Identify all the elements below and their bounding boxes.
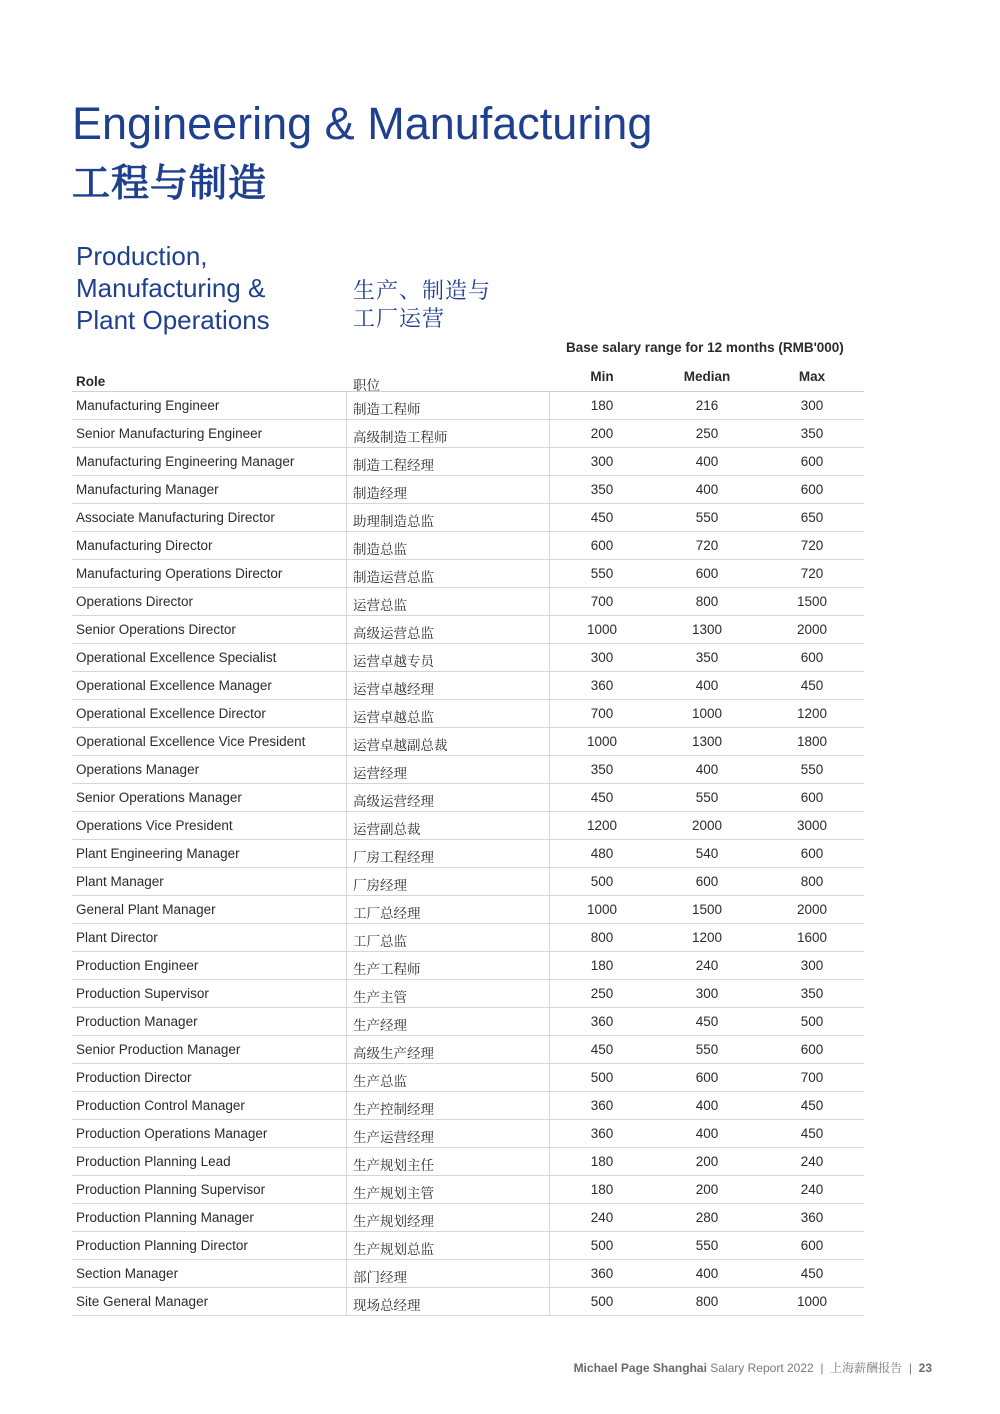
max-cell: 650 xyxy=(800,510,824,525)
median-cell: 800 xyxy=(695,1294,719,1309)
table-body xyxy=(72,392,864,1316)
min-cell: 360 xyxy=(590,1266,614,1281)
role-cell: Plant Manager xyxy=(76,874,164,889)
median-cell: 550 xyxy=(695,1238,719,1253)
table-row xyxy=(72,588,864,616)
role-cn-cell: 厂房工程经理 xyxy=(353,850,434,865)
min-cell: 700 xyxy=(590,706,614,721)
role-cell: Site General Manager xyxy=(76,1294,209,1309)
median-cell: 400 xyxy=(695,482,719,497)
max-column-header: Max xyxy=(798,369,826,384)
role-cn-cell: 制造经理 xyxy=(353,486,407,501)
max-cell: 450 xyxy=(800,1098,824,1113)
max-cell: 300 xyxy=(800,398,824,413)
role-cn-cell: 现场总经理 xyxy=(353,1298,421,1313)
role-cell: Operational Excellence Manager xyxy=(76,678,272,693)
role-cell: Production Planning Lead xyxy=(76,1154,231,1169)
role-cn-cell: 运营经理 xyxy=(353,766,407,781)
footer-report-cn: 上海薪酬报告 xyxy=(830,1361,903,1375)
role-cn-cell: 高级制造工程师 xyxy=(353,430,448,445)
min-cell: 500 xyxy=(590,1294,614,1309)
page-title: Engineering & Manufacturing xyxy=(72,98,653,149)
median-cell: 2000 xyxy=(691,818,723,833)
max-cell: 600 xyxy=(800,454,824,469)
role-cell: Production Operations Manager xyxy=(76,1126,268,1141)
max-cell: 450 xyxy=(800,678,824,693)
role-cn-cell: 生产控制经理 xyxy=(353,1102,434,1117)
min-cell: 300 xyxy=(590,454,614,469)
role-cn-cell: 生产规划总监 xyxy=(353,1242,434,1257)
footer-separator: | xyxy=(820,1361,824,1375)
role-cell: Senior Operations Director xyxy=(76,622,236,637)
table-row xyxy=(72,672,864,700)
table-row xyxy=(72,1092,864,1120)
salary-table xyxy=(72,364,864,1316)
min-cell: 500 xyxy=(590,874,614,889)
table-row xyxy=(72,1036,864,1064)
role-cn-cell: 运营卓越经理 xyxy=(353,682,434,697)
table-row xyxy=(72,868,864,896)
table-row xyxy=(72,1260,864,1288)
min-cell: 250 xyxy=(590,986,614,1001)
table-row xyxy=(72,728,864,756)
median-cell: 1300 xyxy=(691,622,723,637)
median-cell: 600 xyxy=(695,566,719,581)
median-cell: 720 xyxy=(695,538,719,553)
max-cell: 600 xyxy=(800,790,824,805)
median-cell: 550 xyxy=(695,1042,719,1057)
min-cell: 1000 xyxy=(586,622,618,637)
role-cell: Operations Vice President xyxy=(76,818,233,833)
role-cell: Production Planning Manager xyxy=(76,1210,254,1225)
median-cell: 1500 xyxy=(691,902,723,917)
table-row xyxy=(72,1148,864,1176)
table-row xyxy=(72,952,864,980)
min-cell: 450 xyxy=(590,790,614,805)
role-cell: Operational Excellence Director xyxy=(76,706,266,721)
min-cell: 480 xyxy=(590,846,614,861)
max-cell: 3000 xyxy=(796,818,828,833)
max-cell: 1000 xyxy=(796,1294,828,1309)
median-cell: 300 xyxy=(695,986,719,1001)
median-cell: 350 xyxy=(695,650,719,665)
median-cell: 400 xyxy=(695,1126,719,1141)
max-cell: 300 xyxy=(800,958,824,973)
role-cell: Production Control Manager xyxy=(76,1098,245,1113)
min-cell: 180 xyxy=(590,1154,614,1169)
role-cell: Plant Engineering Manager xyxy=(76,846,240,861)
min-cell: 200 xyxy=(590,426,614,441)
role-cn-cell: 运营副总裁 xyxy=(353,822,421,837)
max-cell: 600 xyxy=(800,482,824,497)
table-row xyxy=(72,1008,864,1036)
min-cell: 180 xyxy=(590,958,614,973)
table-row xyxy=(72,1288,864,1316)
max-cell: 240 xyxy=(800,1154,824,1169)
max-cell: 720 xyxy=(800,566,824,581)
min-cell: 500 xyxy=(590,1070,614,1085)
median-cell: 400 xyxy=(695,1098,719,1113)
median-cell: 1200 xyxy=(691,930,723,945)
section-title-chinese-line: 生产、制造与 xyxy=(353,278,492,303)
section-title-line: Manufacturing & xyxy=(76,273,266,303)
table-row xyxy=(72,644,864,672)
median-cell: 600 xyxy=(695,874,719,889)
median-cell: 250 xyxy=(695,426,719,441)
median-cell: 280 xyxy=(695,1210,719,1225)
role-cn-cell: 制造工程师 xyxy=(353,402,421,417)
table-row xyxy=(72,756,864,784)
role-column-header: Role xyxy=(76,374,106,389)
role-cn-cell: 工厂总监 xyxy=(353,934,407,949)
role-cn-cell: 生产规划主管 xyxy=(353,1186,434,1201)
median-cell: 400 xyxy=(695,678,719,693)
role-cn-cell: 生产总监 xyxy=(353,1074,407,1089)
min-cell: 360 xyxy=(590,1098,614,1113)
min-cell: 450 xyxy=(590,1042,614,1057)
min-cell: 800 xyxy=(590,930,614,945)
table-row xyxy=(72,980,864,1008)
role-cn-cell: 运营卓越总监 xyxy=(353,710,434,725)
min-cell: 1000 xyxy=(586,902,618,917)
role-cn-cell: 助理制造总监 xyxy=(353,514,434,529)
max-cell: 720 xyxy=(800,538,824,553)
table-row xyxy=(72,476,864,504)
min-cell: 360 xyxy=(590,678,614,693)
role-cell: Production Planning Director xyxy=(76,1238,248,1253)
role-cell: Operational Excellence Specialist xyxy=(76,650,277,665)
role-cn-cell: 部门经理 xyxy=(353,1270,407,1285)
max-cell: 360 xyxy=(800,1210,824,1225)
role-cn-cell: 工厂总经理 xyxy=(353,906,421,921)
table-row xyxy=(72,840,864,868)
max-cell: 350 xyxy=(800,986,824,1001)
min-cell: 700 xyxy=(590,594,614,609)
max-cell: 240 xyxy=(800,1182,824,1197)
max-cell: 600 xyxy=(800,650,824,665)
max-cell: 800 xyxy=(800,874,824,889)
role-cell: Production Supervisor xyxy=(76,986,209,1001)
role-cell: Operations Manager xyxy=(76,762,200,777)
min-cell: 350 xyxy=(590,762,614,777)
section-title-chinese-line: 工厂运营 xyxy=(353,306,446,331)
min-cell: 1000 xyxy=(586,734,618,749)
max-cell: 1500 xyxy=(796,594,828,609)
median-cell: 1000 xyxy=(691,706,723,721)
role-cn-cell: 制造总监 xyxy=(353,542,407,557)
max-cell: 450 xyxy=(800,1266,824,1281)
role-cell: Operations Director xyxy=(76,594,194,609)
table-row xyxy=(72,560,864,588)
role-cell: Plant Director xyxy=(76,930,158,945)
min-cell: 600 xyxy=(590,538,614,553)
median-cell: 1300 xyxy=(691,734,723,749)
role-cn-cell: 运营卓越专员 xyxy=(353,654,434,669)
table-row xyxy=(72,532,864,560)
section-title-line: Plant Operations xyxy=(76,305,270,335)
footer-separator: | xyxy=(908,1361,912,1375)
role-cn-cell: 生产规划主任 xyxy=(353,1158,434,1173)
role-cn-cell: 厂房经理 xyxy=(353,878,407,893)
table-row xyxy=(72,392,864,420)
role-cn-cell: 生产规划经理 xyxy=(353,1214,434,1229)
role-cell: Manufacturing Manager xyxy=(76,482,219,497)
median-cell: 400 xyxy=(695,454,719,469)
page-number: 23 xyxy=(918,1361,932,1375)
table-row xyxy=(72,896,864,924)
role-cn-cell: 制造运营总监 xyxy=(353,570,434,585)
median-cell: 540 xyxy=(695,846,719,861)
min-column-header: Min xyxy=(590,369,614,384)
median-cell: 200 xyxy=(695,1182,719,1197)
role-cn-cell: 生产主管 xyxy=(353,990,407,1005)
table-row xyxy=(72,448,864,476)
table-row xyxy=(72,784,864,812)
salary-range-caption: Base salary range for 12 months (RMB'000) xyxy=(566,340,844,355)
role-cell: Manufacturing Engineering Manager xyxy=(76,454,295,469)
min-cell: 360 xyxy=(590,1126,614,1141)
role-cell: Production Engineer xyxy=(76,958,199,973)
min-cell: 450 xyxy=(590,510,614,525)
min-cell: 500 xyxy=(590,1238,614,1253)
table-row xyxy=(72,700,864,728)
role-cn-cell: 运营总监 xyxy=(353,598,407,613)
median-cell: 550 xyxy=(695,790,719,805)
median-cell: 600 xyxy=(695,1070,719,1085)
role-cell: Manufacturing Director xyxy=(76,538,213,553)
table-row xyxy=(72,1232,864,1260)
table-row xyxy=(72,812,864,840)
max-cell: 550 xyxy=(800,762,824,777)
role-cn-cell: 制造工程经理 xyxy=(353,458,434,473)
table-row xyxy=(72,924,864,952)
table-row xyxy=(72,1176,864,1204)
max-cell: 700 xyxy=(800,1070,824,1085)
min-cell: 180 xyxy=(590,398,614,413)
median-cell: 240 xyxy=(695,958,719,973)
table-row xyxy=(72,504,864,532)
role-cell: Section Manager xyxy=(76,1266,179,1281)
page-footer xyxy=(574,1359,932,1376)
role-cn-cell: 生产工程师 xyxy=(353,962,421,977)
max-cell: 1200 xyxy=(796,706,828,721)
median-cell: 800 xyxy=(695,594,719,609)
section-title-chinese xyxy=(353,277,491,333)
median-cell: 450 xyxy=(695,1014,719,1029)
max-cell: 600 xyxy=(800,846,824,861)
max-cell: 500 xyxy=(800,1014,824,1029)
role-cn-cell: 高级运营总监 xyxy=(353,626,434,641)
min-cell: 180 xyxy=(590,1182,614,1197)
role-cell: Manufacturing Engineer xyxy=(76,398,220,413)
footer-report: Salary Report 2022 xyxy=(710,1361,814,1375)
min-cell: 1200 xyxy=(586,818,618,833)
role-cn-cell: 生产运营经理 xyxy=(353,1130,434,1145)
table-header-row xyxy=(72,364,864,392)
section-title xyxy=(76,240,270,336)
median-column-header: Median xyxy=(683,369,731,384)
min-cell: 350 xyxy=(590,482,614,497)
min-cell: 300 xyxy=(590,650,614,665)
role-cell: Production Planning Supervisor xyxy=(76,1182,266,1197)
max-cell: 2000 xyxy=(796,622,828,637)
role-cell: Production Manager xyxy=(76,1014,198,1029)
role-cell: General Plant Manager xyxy=(76,902,216,917)
table-row xyxy=(72,420,864,448)
min-cell: 550 xyxy=(590,566,614,581)
footer-brand: Michael Page Shanghai xyxy=(573,1361,707,1375)
table-row xyxy=(72,616,864,644)
median-cell: 550 xyxy=(695,510,719,525)
role-cell: Associate Manufacturing Director xyxy=(76,510,275,525)
role-cn-cell: 生产经理 xyxy=(353,1018,407,1033)
max-cell: 600 xyxy=(800,1238,824,1253)
max-cell: 1800 xyxy=(796,734,828,749)
role-cn-cell: 高级运营经理 xyxy=(353,794,434,809)
role-cell: Production Director xyxy=(76,1070,192,1085)
page-title-chinese: 工程与制造 xyxy=(72,163,268,205)
role-cell: Operational Excellence Vice President xyxy=(76,734,306,749)
table-row xyxy=(72,1120,864,1148)
median-cell: 200 xyxy=(695,1154,719,1169)
max-cell: 350 xyxy=(800,426,824,441)
max-cell: 600 xyxy=(800,1042,824,1057)
min-cell: 240 xyxy=(590,1210,614,1225)
median-cell: 400 xyxy=(695,1266,719,1281)
role-cell: Senior Operations Manager xyxy=(76,790,242,805)
median-cell: 216 xyxy=(695,398,719,413)
table-row xyxy=(72,1204,864,1232)
section-title-line: Production, xyxy=(76,241,208,271)
median-cell: 400 xyxy=(695,762,719,777)
role-cn-column-header: 职位 xyxy=(353,378,380,393)
role-cn-cell: 高级生产经理 xyxy=(353,1046,434,1061)
role-cell: Senior Manufacturing Engineer xyxy=(76,426,263,441)
role-cn-cell: 运营卓越副总裁 xyxy=(353,738,448,753)
max-cell: 450 xyxy=(800,1126,824,1141)
role-cell: Senior Production Manager xyxy=(76,1042,241,1057)
max-cell: 1600 xyxy=(796,930,828,945)
min-cell: 360 xyxy=(590,1014,614,1029)
role-cell: Manufacturing Operations Director xyxy=(76,566,283,581)
max-cell: 2000 xyxy=(796,902,828,917)
table-row xyxy=(72,1064,864,1092)
